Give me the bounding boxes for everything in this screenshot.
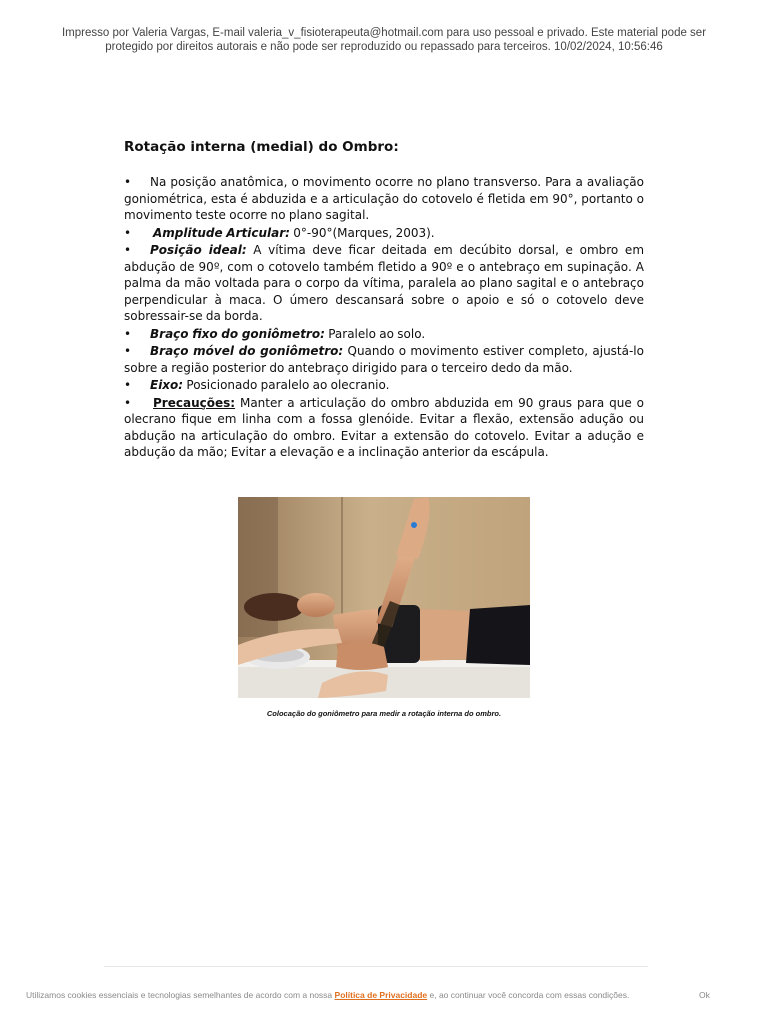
list-item bbox=[124, 225, 644, 242]
list-item bbox=[124, 395, 644, 461]
cookie-notice bbox=[26, 990, 629, 1000]
item-label: Braço fixo do goniômetro: bbox=[150, 326, 325, 341]
list-item bbox=[124, 326, 644, 343]
bullet-icon: • bbox=[124, 225, 132, 240]
cookie-text-before: Utilizamos cookies essenciais e tecnologias semelhantes de acordo com a nossa bbox=[26, 990, 335, 1000]
item-text: Manter a articulação do ombro abduzida em 90 graus para que o olecrano fique em linha com a fossa glenóide. Evitar a flexão, extensão adução ou abdução na articulação do ombro. Evitar a extensão do cotovelo. Evitar a adução e abdução da mão; Evitar a elevação e a inclinação anterior da escápula. bbox=[124, 395, 644, 459]
bullet-icon: • bbox=[124, 243, 132, 257]
item-text: Quando o movimento estiver completo, ajustá-lo sobre a região posterior do antebraço dirigido para o terceiro dedo da mão. bbox=[124, 344, 644, 375]
watermark-line-2: protegido por direitos autorais e não pode ser reproduzido ou repassado para terceiros. 10/02/2024, 10:56:46 bbox=[105, 40, 663, 53]
bullet-icon: • bbox=[124, 326, 132, 341]
item-label: Posição ideal: bbox=[150, 243, 247, 257]
item-label: Precauções: bbox=[153, 395, 236, 410]
cookie-text-after: e, ao continuar você concorda com essas condições. bbox=[427, 990, 630, 1000]
watermark-line-1: Impresso por Valeria Vargas, E-mail valeria_v_fisioterapeuta@hotmail.com para uso pessoal e privado. Este material pode ser bbox=[61, 27, 707, 39]
item-label: Eixo: bbox=[150, 378, 184, 392]
document-page bbox=[124, 136, 644, 462]
cookie-ok-button[interactable]: Ok bbox=[699, 990, 710, 1000]
bullet-list bbox=[124, 174, 644, 461]
list-item bbox=[124, 377, 644, 394]
figure-caption: Colocação do goniômetro para medir a rotação interna do ombro. bbox=[266, 709, 502, 718]
item-text: Posicionado paralelo ao olecranio. bbox=[183, 378, 390, 392]
item-text: A vítima deve ficar deitada em decúbito dorsal, e ombro em abdução de 90º, com o cotovelo também fletido a 90º e o antebraço em supinação. A palma da mão voltada para o corpo da vítima, paralela ao plano sagital e o antebraço perpendicular à maca. O úmero descansará sobre o apoio e só o cotovelo deve sobressair-se da borda. bbox=[124, 243, 645, 323]
bullet-icon: • bbox=[124, 395, 132, 410]
item-label: Amplitude Articular: bbox=[153, 225, 290, 240]
item-text: 0°-90°(Marques, 2003). bbox=[289, 225, 435, 240]
item-text: Paralelo ao solo. bbox=[324, 326, 426, 341]
bullet-icon: • bbox=[124, 344, 132, 358]
list-item bbox=[124, 242, 644, 325]
item-label: Braço móvel do goniômetro: bbox=[150, 344, 344, 358]
list-item bbox=[124, 174, 644, 224]
print-watermark bbox=[0, 27, 768, 54]
footer-divider bbox=[104, 966, 648, 967]
bullet-icon: • bbox=[124, 175, 132, 189]
list-item bbox=[124, 343, 644, 376]
bullet-icon: • bbox=[124, 378, 132, 392]
privacy-policy-link[interactable]: Política de Privacidade bbox=[334, 990, 428, 1000]
section-title: Rotação interna (medial) do Ombro: bbox=[124, 139, 399, 155]
goniometer-photo bbox=[238, 497, 530, 698]
item-text: Na posição anatômica, o movimento ocorre no plano transverso. Para a avaliação goniométrica, esta é abduzida e a articulação do cotovelo é fletida em 90°, portanto o movimento teste ocorre no plano sagital. bbox=[124, 175, 644, 222]
